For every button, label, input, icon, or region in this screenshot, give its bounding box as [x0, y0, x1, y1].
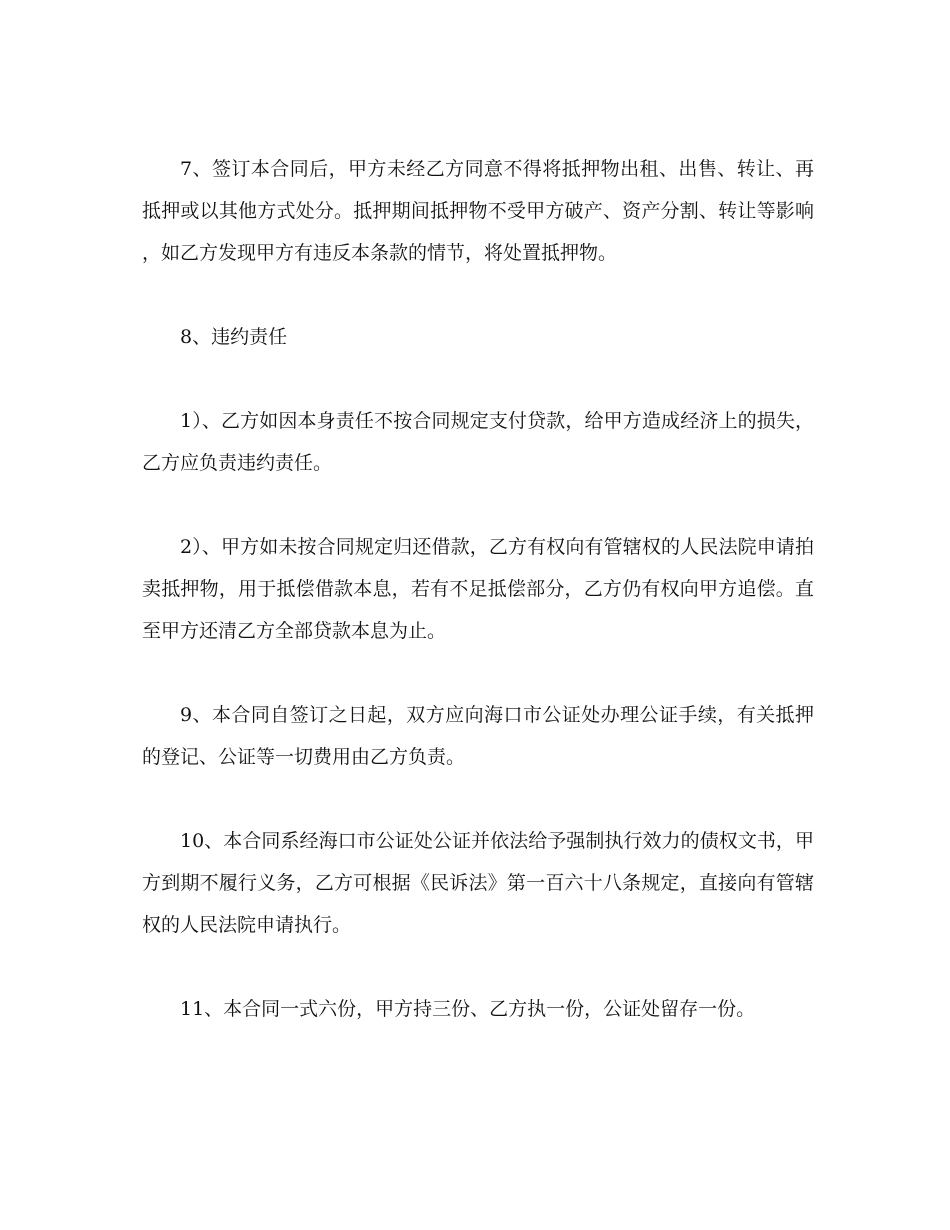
clause-8-item-1-paragraph: 1）、乙方如因本身责任不按合同规定支付贷款，给甲方造成经济上的损失，乙方应负责违约责任。 [142, 410, 814, 474]
paragraph-spacer [142, 652, 814, 694]
clause-8-item-2-paragraph: 2）、甲方如未按合同规定归还借款，乙方有权向有管辖权的人民法院申请拍卖抵押物，用于抵偿借款本息，若有不足抵偿部分，乙方仍有权向甲方追偿。直至甲方还清乙方全部贷款本息为止。 [142, 536, 814, 642]
paragraph-spacer [142, 778, 814, 820]
paragraph-spacer [142, 484, 814, 526]
clause-11-paragraph: 11、本合同一式六份，甲方持三份、乙方执一份，公证处留存一份。 [180, 998, 756, 1020]
paragraph-spacer [142, 274, 814, 316]
paragraph-spacer [142, 946, 814, 988]
clause-9-paragraph: 9、本合同自签订之日起，双方应向海口市公证处办理公证手续，有关抵押的登记、公证等一切费用由乙方负责。 [142, 704, 814, 768]
clause-10-paragraph: 10、本合同系经海口市公证处公证并依法给予强制执行效力的债权文书，甲方到期不履行义务，乙方可根据《民诉法》第一百六十八条规定，直接向有管辖权的人民法院申请执行。 [142, 830, 814, 936]
document-body [142, 148, 814, 1030]
clause-7-paragraph: 7、签订本合同后，甲方未经乙方同意不得将抵押物出租、出售、转让、再抵押或以其他方式处分。抵押期间抵押物不受甲方破产、资产分割、转让等影响，如乙方发现甲方有违反本条款的情节，将处置抵押物。 [142, 158, 814, 264]
paragraph-spacer [142, 358, 814, 400]
clause-8-heading: 8、违约责任 [180, 326, 288, 348]
